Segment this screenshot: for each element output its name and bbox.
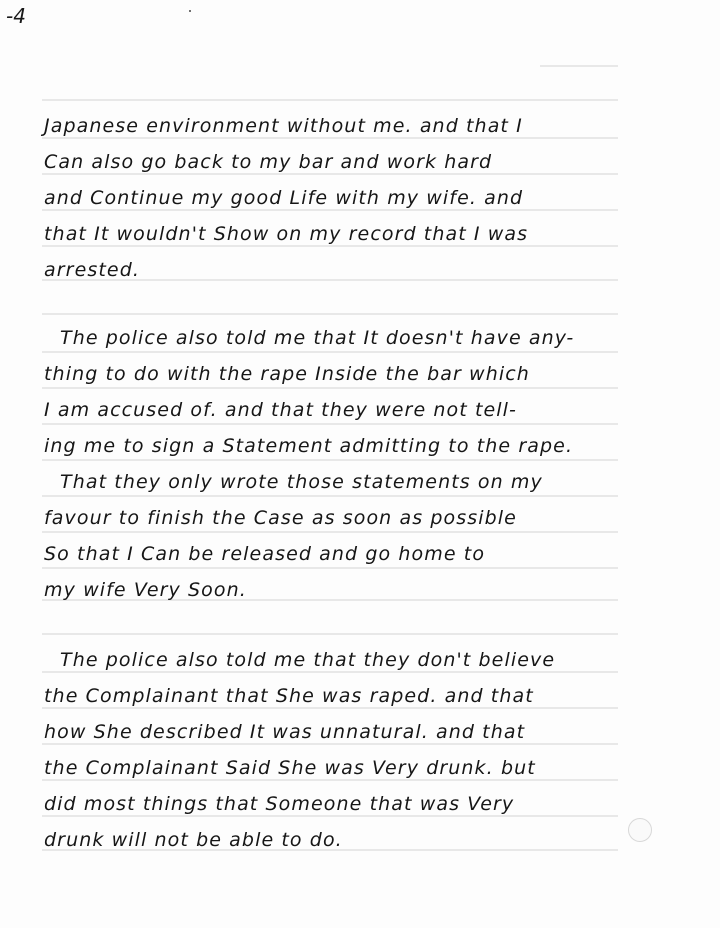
handwritten-line: Japanese environment without me. and that I — [44, 115, 523, 137]
handwritten-line: did most things that Someone that was Very — [44, 793, 515, 815]
ink-speck — [189, 10, 191, 12]
handwritten-line: So that I Can be released and go home to — [44, 543, 486, 565]
handwritten-line: how She described It was unnatural. and that — [44, 721, 526, 743]
handwritten-line: drunk will not be able to do. — [44, 829, 343, 851]
handwritten-line: that It wouldn't Show on my record that I was — [44, 223, 529, 245]
handwritten-line: and Continue my good Life with my wife. and — [44, 187, 524, 209]
handwritten-line: the Complainant that She was raped. and that — [44, 685, 534, 707]
handwritten-line: The police also told me that they don't believe — [60, 649, 556, 671]
binder-hole-mark — [628, 818, 652, 842]
handwritten-line: Can also go back to my bar and work hard — [44, 151, 493, 173]
handwritten-line: arrested. — [44, 259, 140, 281]
handwritten-line: The police also told me that It doesn't have any- — [60, 327, 575, 349]
handwritten-line: favour to finish the Case as soon as possible — [44, 507, 517, 529]
page-number: -4 — [6, 4, 26, 28]
handwritten-line: ing me to sign a Statement admitting to the rape. — [44, 435, 574, 457]
handwritten-line: I am accused of. and that they were not tell- — [44, 399, 518, 421]
handwritten-line: thing to do with the rape Inside the bar which — [44, 363, 530, 385]
handwritten-line: the Complainant Said She was Very drunk. but — [44, 757, 536, 779]
handwritten-line: my wife Very Soon. — [44, 579, 247, 601]
handwritten-line: That they only wrote those statements on my — [60, 471, 543, 493]
